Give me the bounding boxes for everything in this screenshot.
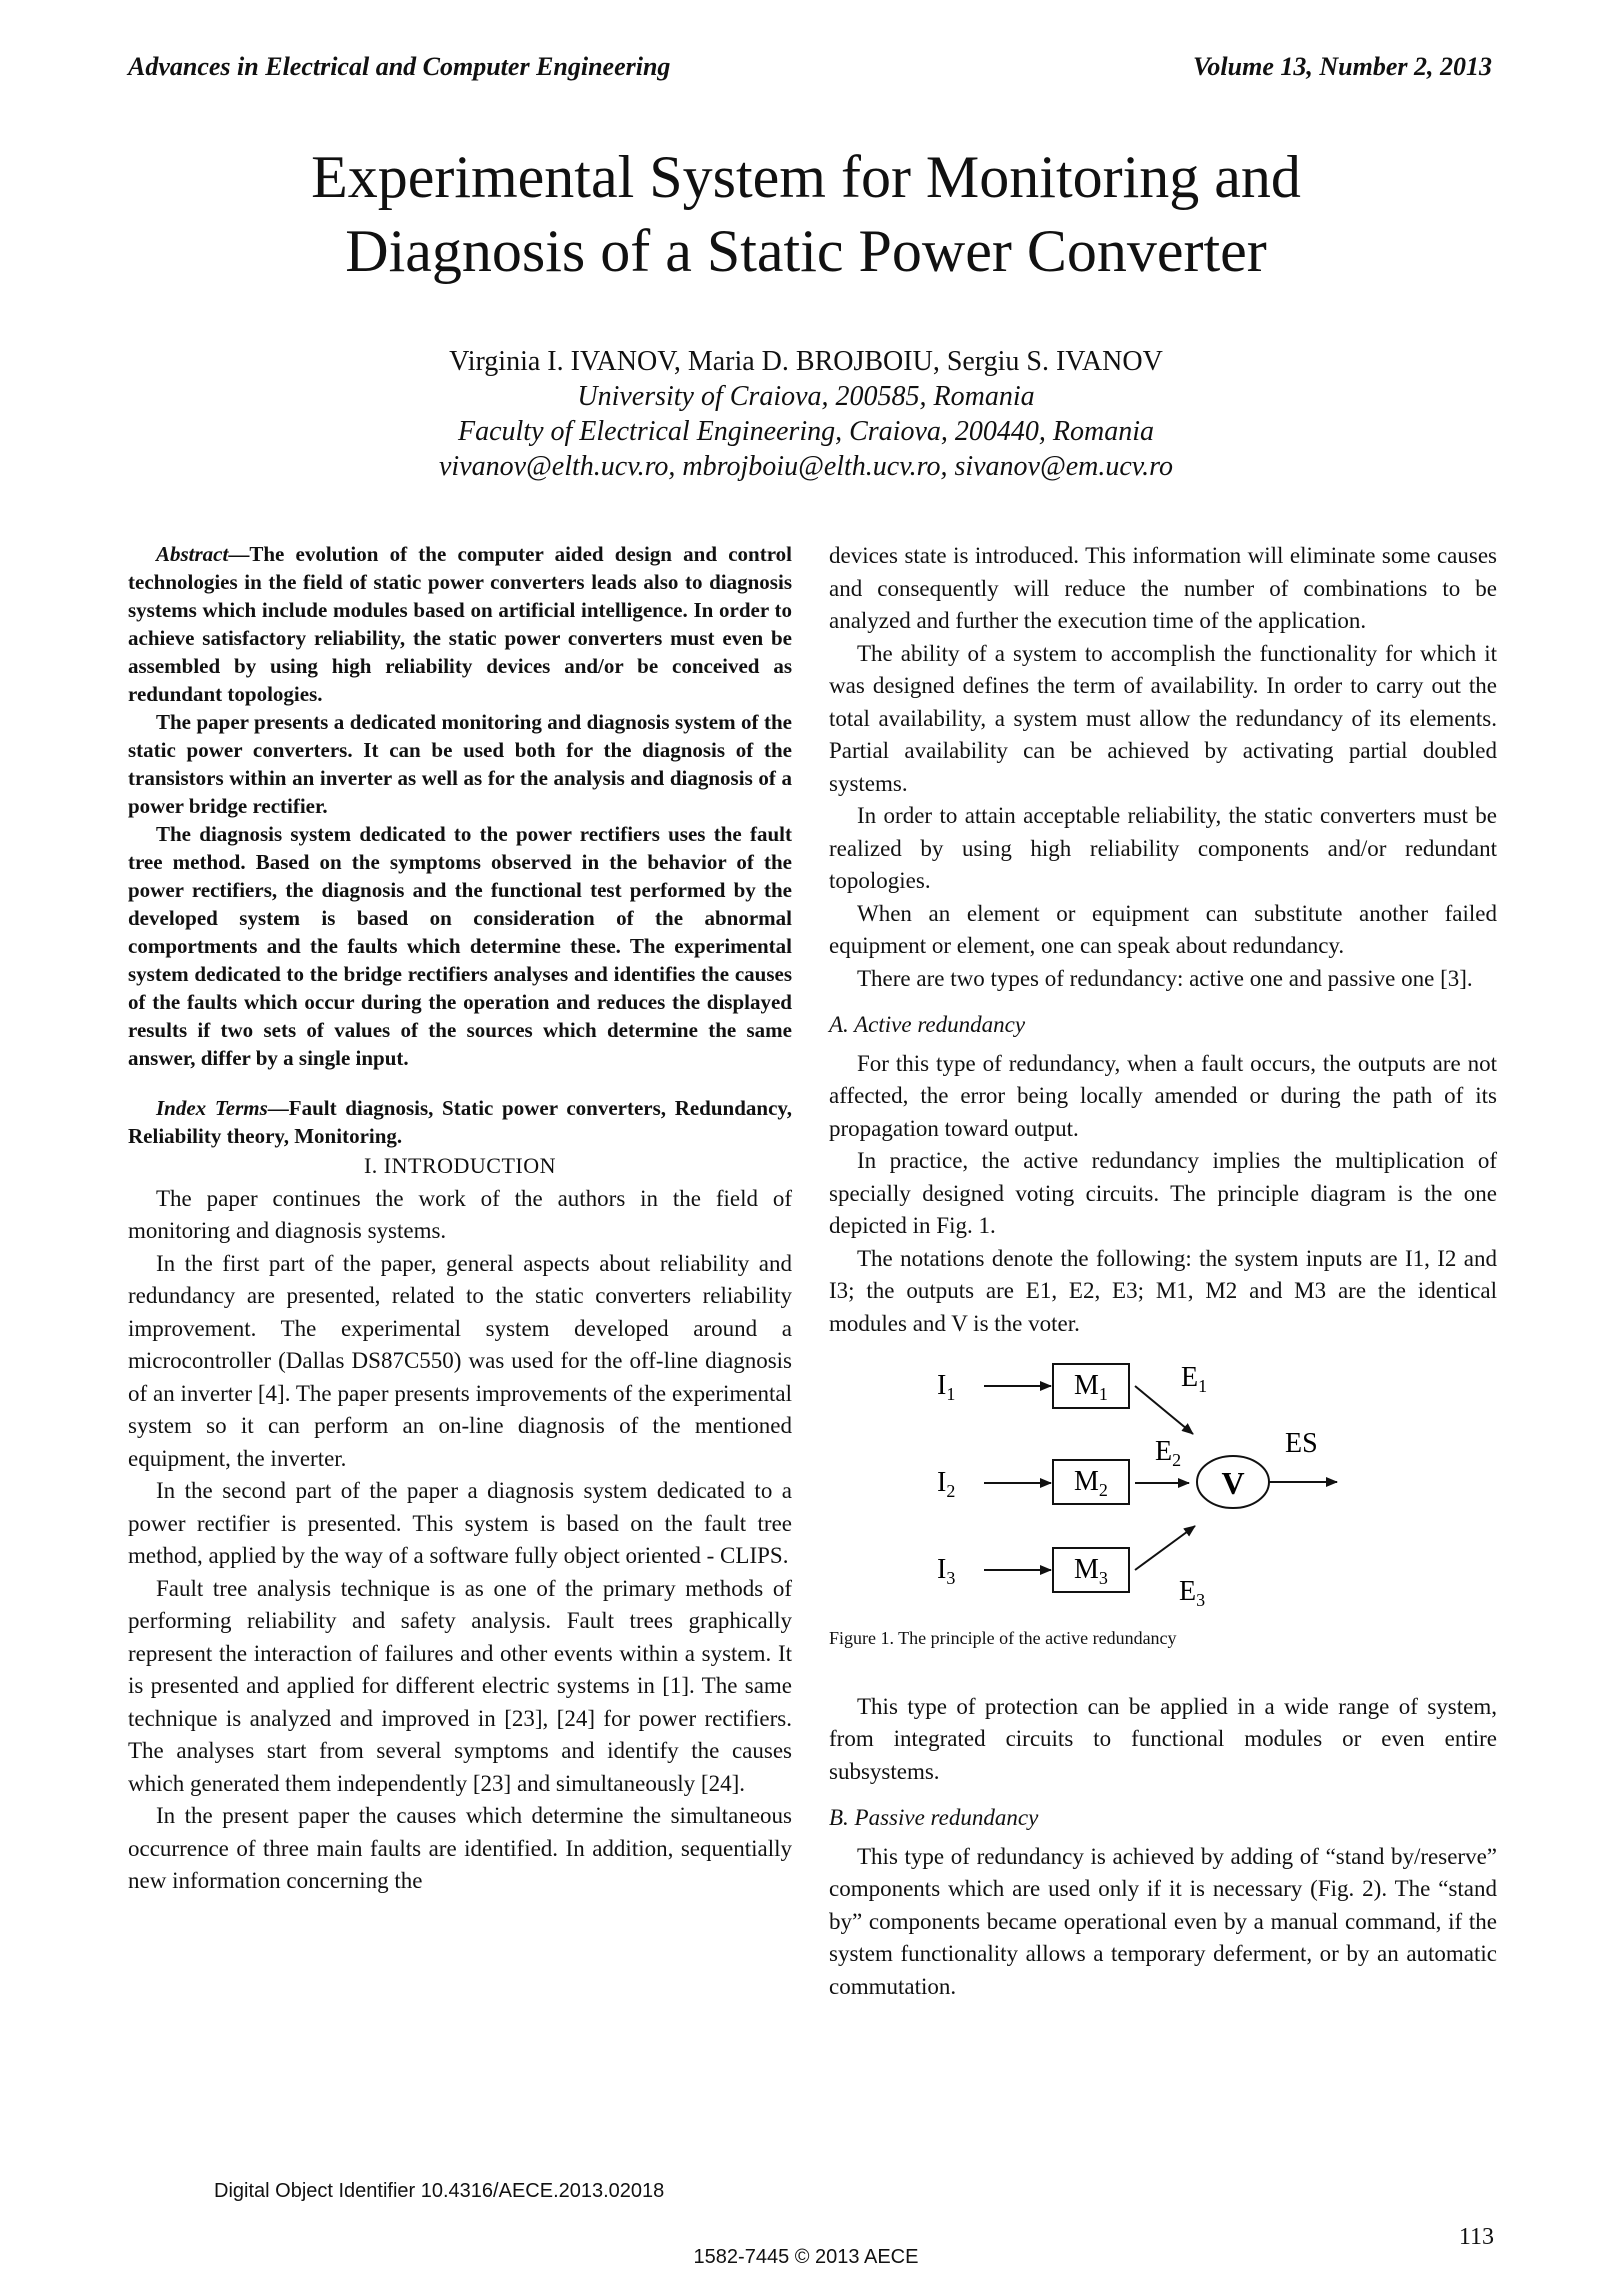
right-p7: In practice, the active redundancy implies the multiplication of specially designed voting circuits. The principle diagram is the one depicted in Fig. 1. [829, 1148, 1497, 1238]
index-terms-text: —Fault diagnosis, Static power converters, Redundancy, Reliability theory, Monitoring. [128, 1096, 792, 1148]
output-label-2: $E_2$ [1155, 1436, 1182, 1470]
module-label-2: $M_2$ [1074, 1466, 1108, 1500]
doi-footer: Digital Object Identifier 10.4316/AECE.2013.02018 [214, 2180, 665, 2202]
index-terms-lead: Index Terms [156, 1096, 268, 1120]
right-p9: This type of protection can be applied in a wide range of system, from integrated circuits to functional modules or even entire subsystems. [829, 1693, 1497, 1784]
volume-info: Volume 13, Number 2, 2013 [1192, 52, 1492, 81]
voter-label: V [1221, 1465, 1245, 1501]
abstract-lead: Abstract [156, 542, 229, 566]
final-output-label: ES [1285, 1428, 1318, 1459]
figure-1 [829, 1356, 1497, 1616]
abstract-p1: —The evolution of the computer aided design and control technologies in the field of static power converters leads also to diagnosis systems which include modules based on artificial intelligence. In order to achieve satisfactory reliability, the static power converters must even be assembled by using high reliability devices and/or be conceived as redundant topologies. [128, 542, 792, 706]
author-block [0, 344, 1612, 484]
intro-p4: Fault tree analysis technique is as one of the primary methods of performing reliability and safety analysis. Fault trees graphically represent the interaction of failures and other events within a system. It is presented and applied for different electric systems in [1]. The same technique is analyzed and improved in [23], [24] for power rectifiers. The analyses start from several symptoms and identify the causes which generated them independently [23] and simultaneously [24]. [128, 1575, 792, 1796]
output-arrow-1 [1135, 1386, 1193, 1434]
intro-p5: In the present paper the causes which determine the simultaneous occurrence of three main faults are identified. In addition, sequentially new information concerning the [128, 1803, 792, 1893]
affiliation-2: Faculty of Electrical Engineering, Craiova, 200440, Romania [458, 416, 1154, 447]
right-p10: This type of redundancy is achieved by adding of “stand by/reserve” components which are used only if it is necessary (Fig. 2). The “stand by” components became operational even by a manual command, if the system functionality allows a temporary deferment, or by an automatic commutation. [829, 1843, 1497, 1999]
right-p6: For this type of redundancy, when a fault occurs, the outputs are not affected, the error being locally amended or during the path of its propagation toward output. [829, 1050, 1497, 1141]
redundancy-diagram [829, 1356, 1497, 1616]
module-label-1: $M_1$ [1074, 1370, 1108, 1404]
journal-name: Advances in Electrical and Computer Engineering [128, 52, 671, 81]
output-label-3: $E_3$ [1179, 1576, 1206, 1610]
input-label-3: $I_3$ [937, 1554, 956, 1588]
title-line-2: Diagnosis of a Static Power Converter [345, 218, 1267, 284]
abstract [128, 540, 792, 1150]
intro-p3: In the second part of the paper a diagnosis system dedicated to a power rectifier is presented. This system is based on the fault tree method, applied by the way of a software fully object oriented - CLIPS. [128, 1478, 792, 1568]
output-label-1: $E_1$ [1181, 1362, 1208, 1396]
page-number: 113 [1458, 2224, 1494, 2250]
module-label-3: $M_3$ [1074, 1554, 1108, 1588]
right-p2: The ability of a system to accomplish the functionality for which it was designed defines the term of availability. In order to carry out the total availability, a system must allow the redundancy of its elements. Partial availability can be achieved by activating partial doubled systems. [829, 640, 1497, 796]
title-line-1: Experimental System for Monitoring and [311, 144, 1301, 210]
subsection-passive: B. Passive redundancy [829, 1805, 1039, 1830]
intro-p1: The paper continues the work of the authors in the field of monitoring and diagnosis systems. [128, 1185, 792, 1243]
abstract-p3: The diagnosis system dedicated to the power rectifiers uses the fault tree method. Based on the symptoms observed in the behavior of the power rectifiers, the diagnosis and the functional test performed by the developed system is based on consideration of the abnormal comportments and the faults which determine these. The experimental system dedicated to the bridge rectifiers analyses and identifies the causes of the faults which occur during the operation and reduces the displayed results if two sets of values of the sources which determine the same answer, differ by a single input. [128, 822, 792, 1070]
right-p3: In order to attain acceptable reliability, the static converters must be realized by using high reliability components and/or redundant topologies. [829, 803, 1497, 893]
right-p1: devices state is introduced. This information will eliminate some causes and consequently will reduce the number of combinations to be analyzed and further the execution time of the application. [829, 543, 1497, 633]
input-label-2: $I_2$ [937, 1467, 956, 1501]
abstract-p2: The paper presents a dedicated monitoring and diagnosis system of the static power converters. It can be used both for the diagnosis of the transistors within an inverter as well as for the analysis and diagnosis of a power bridge rectifier. [128, 710, 792, 818]
subsection-active: A. Active redundancy [829, 1012, 1026, 1037]
right-p5: There are two types of redundancy: active one and passive one [3]. [857, 965, 1473, 991]
right-column [829, 540, 1497, 2003]
input-label-1: $I_1$ [937, 1370, 956, 1404]
author-names: Virginia I. IVANOV, Maria D. BROJBOIU, Sergiu S. IVANOV [449, 346, 1163, 377]
section-heading-intro: I. INTRODUCTION [363, 1153, 557, 1178]
issn-footer: 1582-7445 © 2013 AECE [693, 2246, 919, 2268]
right-p4: When an element or equipment can substitute another failed equipment or element, one can speak about redundancy. [829, 900, 1497, 958]
left-column [128, 540, 792, 1898]
intro-p2: In the first part of the paper, general aspects about reliability and redundancy are presented, related to the static converters reliability improvement. The experimental system developed around a microcontroller (Dallas DS87C550) was used for the off-line diagnosis of an inverter [4]. The paper presents improvements of the experimental system so it can perform an on-line diagnosis of the mentioned equipment, the inverter. [128, 1250, 792, 1471]
right-p8: The notations denote the following: the system inputs are I1, I2 and I3; the outputs are E1, E2, E3; M1, M2 and M3 are the identical modules and V is the voter. [829, 1245, 1497, 1336]
paper-title [0, 140, 1612, 288]
figure-caption: Figure 1. The principle of the active redundancy [829, 1628, 1177, 1648]
author-emails: vivanov@elth.ucv.ro, mbrojboiu@elth.ucv.ro, sivanov@em.ucv.ro [438, 451, 1174, 482]
affiliation-1: University of Craiova, 200585, Romania [577, 381, 1035, 412]
output-arrow-3 [1135, 1526, 1195, 1570]
